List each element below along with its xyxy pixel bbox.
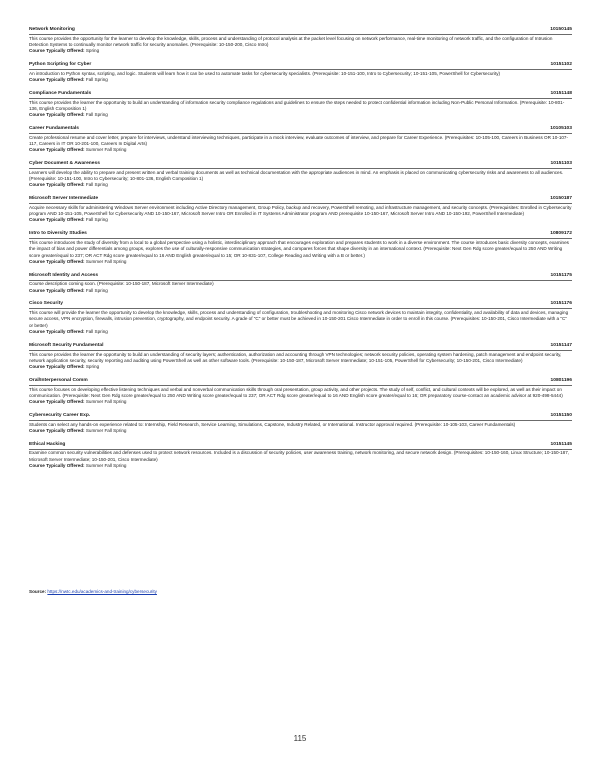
course-description: This course will provide the learner the opportunity to develop the knowledge, skills, process and understanding of configuration, troubleshooting and monitoring Cisco network devices to maintain integrity, confidentiality, and availability of data and devices, managing secure access, VPN encryption, firewalls, intrusion prevention, cryptography, and endpoint security. A grade of "C" or better must be achieved in 10-150-201 Cisco Intermediate in order to enroll in this course. (Prerequisites: 10-150-201, Cisco Intermediate with a "C" or better) [29, 310, 569, 328]
course-header [29, 442, 572, 450]
course-entry [29, 343, 572, 371]
course-number: 10151150 [550, 412, 572, 418]
offered-value: Fall Spring [85, 77, 108, 83]
course-offered [29, 399, 572, 405]
offered-value: Fall Spring [85, 112, 108, 118]
offered-label: Course Typically Offered: [29, 364, 85, 370]
course-description: This course provides the learner the opportunity to build an understanding of information security compliance regulations and guidelines to ensure the steps needed to protect confidential information including Non-Public Personal Information. (Prerequisite: 10-801-136, English Composition 1) [29, 99, 565, 111]
course-entry [29, 273, 572, 294]
offered-label: Course Typically Offered: [29, 48, 85, 54]
course-title: Oral/Interpersonal Comm [29, 377, 88, 383]
offered-value: Spring [85, 48, 100, 54]
course-title: Python Scripting for Cyber [29, 62, 92, 68]
course-offered [29, 428, 572, 434]
offered-value: Summer Fall Spring [85, 399, 127, 405]
course-offered [29, 217, 572, 223]
course-number: 10809172 [550, 231, 572, 237]
course-entry [29, 126, 572, 154]
course-entry [29, 442, 572, 470]
offered-label: Course Typically Offered: [29, 258, 85, 264]
course-title: Cisco Security [29, 301, 63, 307]
course-description: Acquire necessary skills for administering Windows Server environment including Active Directory management, Group Policy, backup and recovery, PowerShell remoting, and infrastructure management, and security concepts. (Prerequisites: Enrolled in Cybersecurity program AND 10-151-105, PowerShell for Cybersecurity AND 10-150-167, Microsoft Server Intro OR Enrolled in IT Systems Administrator program AND prerequisite 10-150-167, Microsoft Server Intro AND 10-150-192, PowerShell Intermediate) [29, 204, 572, 217]
course-title: Network Monitoring [29, 27, 75, 32]
offered-label: Course Typically Offered: [29, 77, 85, 83]
course-title: Ethical Hacking [29, 441, 66, 447]
offered-value: Fall Spring [85, 182, 108, 188]
course-number: 10801196 [550, 377, 572, 383]
course-entry [29, 413, 572, 434]
course-entry [29, 196, 572, 224]
course-number: 10105103 [550, 125, 572, 131]
course-description: This course provides the learner the opportunity to build an understanding of security layers; authentication, authorization and accounting through VPN technologies; network security policies, operating system hardening, patch management and endpoint security, network application security, security reporting and auditing using PowerShell as well as other software tools. (Prerequisite: 10-150-187, Microsoft Server Intermediate; 10-151-105, PowerShell for Cybersecurity; 10-150-201, Cisco Intermediate) [29, 351, 562, 363]
course-header [29, 27, 572, 35]
course-entry [29, 62, 572, 83]
course-number: 10150187 [550, 196, 572, 202]
course-description: This course introduces the study of diversity from a local to a global perspective using a holistic, interdisciplinary approach that encourages exploration and prepares students to work in a diverse environment. The course introduces basic diversity concepts, examines the impact of bias and power differentials among groups, explores the use of culturally-responsive communication strategies, and compares forces that shape diversity in an international context. (Prerequisite: Next Gen Rdg score greater/equal to 250 AND Writing score greater/equal to 237; OR ACT Rdg score greater/equal to 16 AND English greater/equal to 15; OR 10-831-107, College Reading and Writing with a B or better.) [29, 239, 569, 258]
course-number: 10151103 [550, 161, 572, 167]
course-title: Microsoft Security Fundamental [29, 342, 104, 348]
offered-value: Summer Fall Spring [85, 427, 127, 433]
course-description: Learners will develop the ability to prepare and present written and verbal training documents as well as technical documentation with the appropriate audiences in mind. An emphasis is placed on communicating cybersecurity risks and awareness to all audiences. (Prerequisite: 10-151-100, Intro to Cybersecurity; 10-801-136, English Composition 1) [29, 169, 564, 182]
course-description: Students can select any hands-on experience related to: Internship, Field Research, Service Learning, Simulations, Capstone, Industry Related, or International. Instructor approval required. (Prerequisite: 10-105-103, Career Fundamentals) [29, 421, 516, 427]
course-title: Intro to Diversity Studies [29, 231, 87, 237]
course-header [29, 62, 572, 70]
offered-label: Course Typically Offered: [29, 147, 85, 153]
course-number: 10150145 [550, 27, 572, 32]
offered-label: Course Typically Offered: [29, 427, 85, 433]
course-description: This course provides the opportunity for the learner to develop the knowledge, skills, process and understanding of protocol analysis at the packet level focusing on network performance, real-time monitoring of network traffic, and the configuration of Intrusion Detection Systems to continually monitor network traffic for security anomalies. (Prerequisite: 10-150-200, Cisco Intro) [29, 35, 553, 48]
offered-label: Course Typically Offered: [29, 463, 85, 469]
source-link[interactable]: https://nwtc.edu/academics-and-training/cybersecurity [47, 589, 157, 594]
course-header [29, 196, 572, 204]
offered-value: Fall Spring [85, 287, 108, 293]
course-number: 10151148 [550, 90, 572, 96]
course-header [29, 161, 572, 169]
course-description: Course description coming soon. (Prerequisite: 10-150-187, Microsoft Server Intermediate) [29, 281, 214, 287]
course-number: 10151176 [550, 301, 572, 307]
course-title: Microsoft Server Intermediate [29, 196, 99, 202]
course-offered [29, 147, 572, 153]
page-number: 115 [293, 734, 307, 743]
course-header [29, 378, 572, 386]
course-header [29, 231, 572, 239]
offered-value: Summer Fall Spring [85, 258, 127, 264]
course-offered [29, 77, 572, 83]
offered-label: Course Typically Offered: [29, 112, 85, 118]
course-offered [29, 259, 572, 265]
offered-value: Fall Spring [85, 217, 108, 223]
offered-label: Course Typically Offered: [29, 182, 85, 188]
source-line [29, 589, 157, 595]
course-list [29, 27, 572, 477]
course-entry [29, 91, 572, 119]
course-header [29, 126, 572, 134]
course-entry [29, 27, 572, 55]
course-offered [29, 182, 572, 188]
source-label: Source: [29, 589, 47, 594]
course-title: Cybersecurity Career Exp. [29, 412, 91, 418]
offered-value: Spring [85, 364, 100, 370]
offered-label: Course Typically Offered: [29, 399, 85, 405]
course-header [29, 91, 572, 99]
course-header [29, 301, 572, 309]
course-entry [29, 231, 572, 265]
course-offered [29, 364, 572, 370]
offered-value: Summer Fall Spring [85, 463, 127, 469]
course-offered [29, 288, 572, 294]
course-offered [29, 112, 572, 118]
course-title: Compliance Fundamentals [29, 90, 92, 96]
offered-label: Course Typically Offered: [29, 217, 85, 223]
course-number: 10151145 [550, 441, 572, 447]
course-entry [29, 161, 572, 189]
offered-label: Course Typically Offered: [29, 329, 85, 335]
course-offered [29, 463, 572, 469]
course-description: Examine common security vulnerabilities and defenses used to protect network resources. Included is a discussion of security policies, user awareness training, network monitoring, and secure network design. (Prerequisites: 10-150-160, Linux Structure; 10-150-187, Microsoft Server Intermediate; 10-150-201, Cisco Intermediate) [29, 450, 570, 462]
course-header [29, 273, 572, 281]
course-number: 10151102 [550, 62, 572, 68]
offered-value: Summer Fall Spring [85, 147, 127, 153]
course-description: This course focuses on developing effective listening techniques and verbal and nonverbal communication skills through oral presentation, group activity, and other projects. The study of self, conflict, and cultural contexts will be explored, as well as their impact on communication. (Prerequisite: Next Gen Rdg score greater/equal to 250 AND Writing score greater/equal to 237; OR ACT Rdg score greater/equal to 16 AND English score greater/equal to 16; OR preparatory course-contact an academic advisor at 920-498-5444) [29, 386, 563, 398]
course-title: Microsoft Identity and Access [29, 272, 99, 278]
offered-label: Course Typically Offered: [29, 287, 85, 293]
course-description: Create professional resume and cover letter, prepare for interviews, understand interviewing techniques, participate in a mock interview, evaluate outcomes of interview, and prepare for Career Experience. (Prerequisites: 10-105-100, Careers in Business OR 10-107-117, Careers in IT OR 10-201-100, Careers In Digital Arts) [29, 134, 569, 147]
course-title: Cyber Document & Awareness [29, 161, 100, 167]
course-offered [29, 48, 572, 54]
course-entry [29, 301, 572, 335]
course-header [29, 343, 572, 351]
course-header [29, 413, 572, 421]
course-number: 10151175 [550, 272, 572, 278]
course-offered [29, 329, 572, 335]
offered-value: Fall Spring [85, 329, 108, 335]
course-description: An introduction to Python syntax, scripting, and logic. Students will learn how it can be used to automate tasks for cybersecurity specialists. (Prerequisite: 10-151-100, Intro to Cybersecurity; 10-151-105, PowerShell for Cybersecurity) [29, 70, 501, 76]
course-entry [29, 378, 572, 406]
course-title: Career Fundamentals [29, 125, 80, 131]
course-number: 10151147 [550, 342, 572, 348]
